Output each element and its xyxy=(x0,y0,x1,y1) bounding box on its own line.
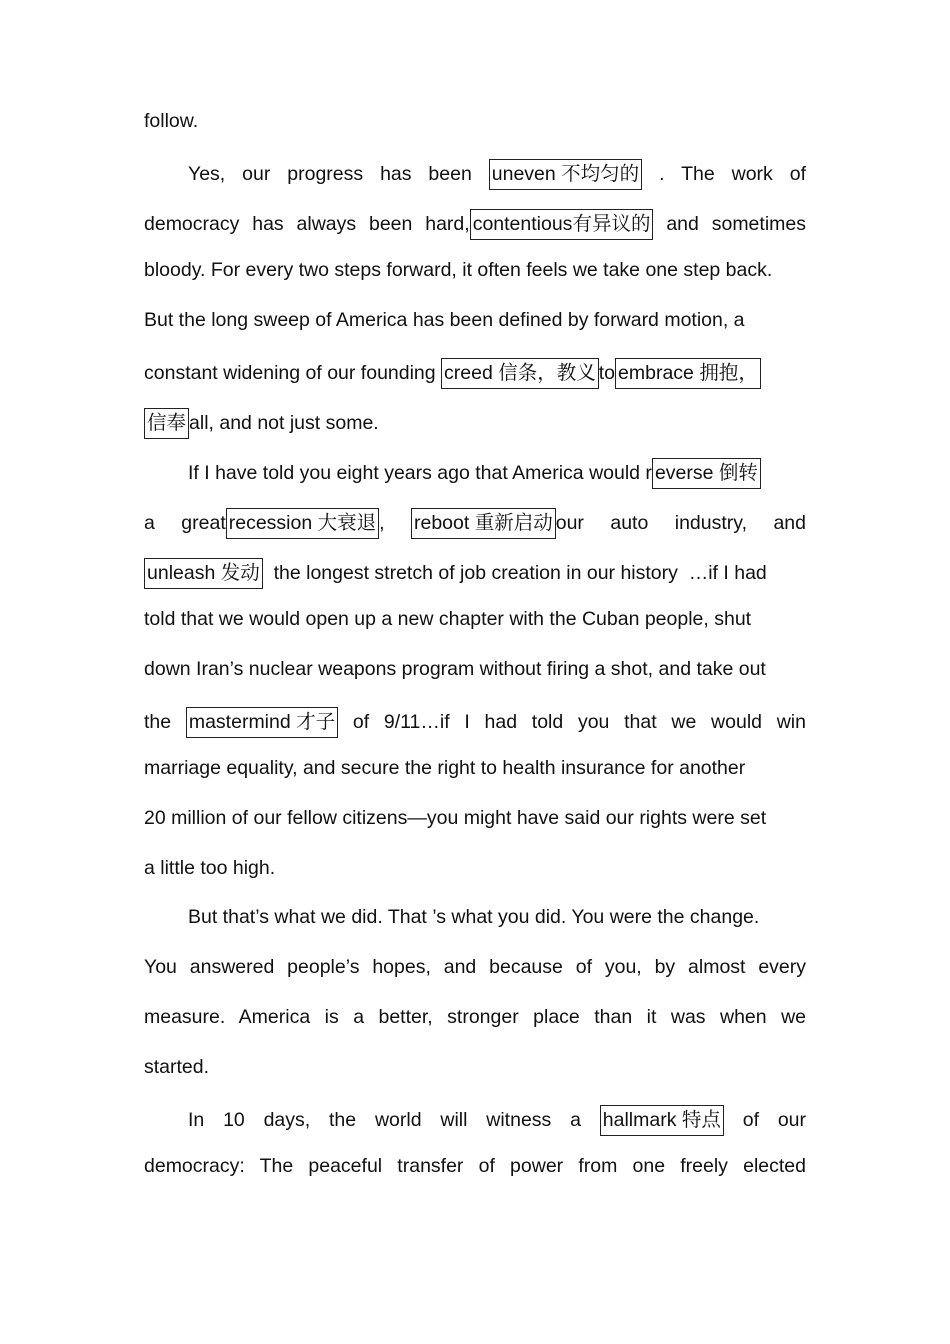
text: bloody. For every two steps forward, it often feels we take one step back. xyxy=(144,259,773,281)
text: all, and not just some. xyxy=(189,412,379,434)
vocab-chinese: 特点 xyxy=(681,1108,721,1131)
vocab-box-reverse xyxy=(652,458,761,489)
vocab-box-hallmark xyxy=(600,1105,724,1136)
text-line xyxy=(144,1005,806,1029)
text-line xyxy=(144,408,806,439)
vocab-box-uneven xyxy=(489,159,642,190)
text: In 10 days, the world will witness a xyxy=(188,1109,581,1131)
vocab-english: reboot xyxy=(414,512,475,534)
paragraph-start-line xyxy=(188,458,806,489)
text: 20 million of our fellow citizens—you might have said our rights were set xyxy=(144,807,767,829)
text-line xyxy=(144,308,806,332)
text-line xyxy=(144,607,806,631)
vocab-chinese: 才子 xyxy=(296,710,336,733)
vocab-chinese: 有异议的 xyxy=(572,212,651,235)
text: You answered people’s hopes, and because of you, by almost every xyxy=(144,956,806,978)
vocab-english: mastermind xyxy=(188,711,297,733)
text: and sometimes xyxy=(666,213,806,235)
vocab-box-contentious xyxy=(470,209,654,240)
text-line xyxy=(144,707,806,738)
vocab-chinese: 发动 xyxy=(220,561,260,584)
text: If I have told you eight years ago that America would r xyxy=(188,462,652,484)
vocab-english: everse xyxy=(654,462,719,484)
text: . The work of xyxy=(642,163,806,185)
text-line xyxy=(144,508,806,539)
text: down Iran’s nuclear weapons program without firing a shot, and take out xyxy=(144,658,766,680)
vocab-english: uneven xyxy=(491,163,562,185)
text: measure. America is a better, stronger place than it was when we xyxy=(144,1006,806,1028)
text: follow. xyxy=(144,110,199,132)
text: constant widening of our founding xyxy=(144,362,442,384)
text-line xyxy=(144,209,806,240)
paragraph-start-line xyxy=(188,905,806,929)
vocab-box-reboot xyxy=(411,508,556,539)
vocab-chinese: 不均匀的 xyxy=(561,162,640,185)
vocab-chinese: 信奉 xyxy=(147,411,187,434)
vocab-english: contentious xyxy=(472,213,573,235)
vocab-box-xinfeng xyxy=(144,408,189,439)
text: to xyxy=(598,362,616,384)
vocab-english: hallmark xyxy=(602,1109,682,1131)
text-line xyxy=(144,258,806,282)
text-line xyxy=(144,657,806,681)
text: But that’s what we did. That ’s what you did. You were the change. xyxy=(188,906,760,928)
text: the longest stretch of job creation in our history …if I had xyxy=(262,562,767,584)
paragraph-start-line xyxy=(188,159,806,190)
vocab-chinese: 重新启动 xyxy=(474,511,553,534)
text-line xyxy=(144,856,806,880)
vocab-english: embrace xyxy=(618,362,700,384)
vocab-box-unleash xyxy=(144,558,263,589)
text: democracy has always been hard, xyxy=(144,213,470,235)
text-line xyxy=(144,109,806,133)
text: a little too high. xyxy=(144,857,276,879)
vocab-chinese: 倒转 xyxy=(718,461,758,484)
text-line xyxy=(144,1154,806,1178)
text: But the long sweep of America has been defined by forward motion, a xyxy=(144,309,745,331)
text: a great xyxy=(144,512,226,534)
vocab-english: recession xyxy=(228,512,318,534)
text-line xyxy=(144,1055,806,1079)
text: our auto industry, and xyxy=(555,512,806,534)
vocab-box-recession xyxy=(226,508,379,539)
text-line xyxy=(144,806,806,830)
text: the xyxy=(144,711,186,733)
vocab-chinese: 拥抱， xyxy=(699,361,758,384)
vocab-english: creed xyxy=(444,362,499,384)
text-line xyxy=(144,955,806,979)
paragraph-start-line xyxy=(188,1105,806,1136)
text-line xyxy=(144,756,806,780)
text: , xyxy=(379,512,385,534)
vocab-box-creed xyxy=(441,358,599,389)
text: Yes, our progress has been xyxy=(188,163,472,185)
text: marriage equality, and secure the right to health insurance for another xyxy=(144,757,746,779)
text: told that we would open up a new chapter with the Cuban people, shut xyxy=(144,608,752,630)
text-line xyxy=(144,358,806,389)
text: of 9/11…if I had told you that we would win xyxy=(352,711,806,733)
text: started. xyxy=(144,1056,210,1078)
text: democracy: The peaceful transfer of power from one freely elected xyxy=(144,1155,806,1177)
vocab-box-embrace xyxy=(615,358,761,389)
text-line xyxy=(144,558,806,589)
text: of our xyxy=(742,1109,807,1131)
vocab-english: unleash xyxy=(147,562,221,584)
vocab-box-mastermind xyxy=(186,707,338,738)
vocab-chinese: 大衰退 xyxy=(317,511,377,534)
vocab-chinese: 信条，教义 xyxy=(498,361,596,384)
